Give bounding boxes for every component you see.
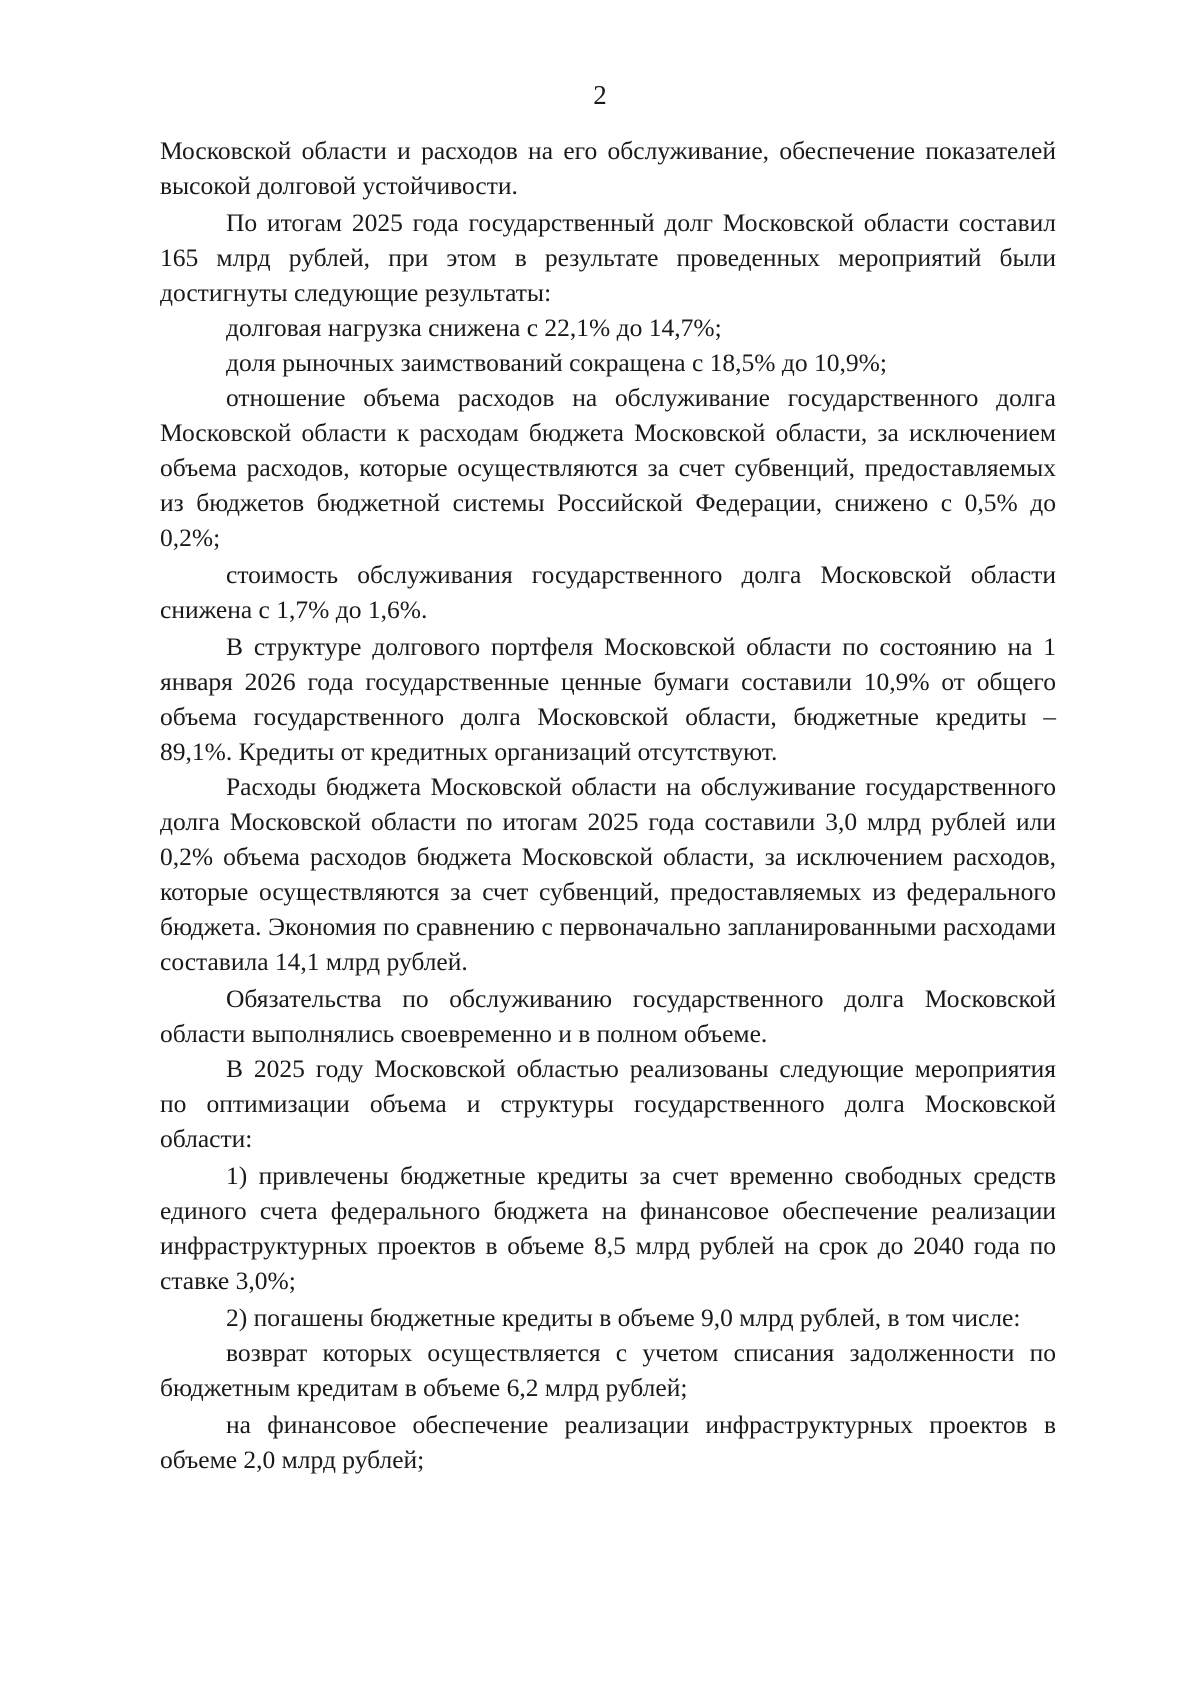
paragraph-portfolio-structure: В структуре долгового портфеля Московской области по состоянию на 1 января 2026 года государственные ценные бумаги составили 10,9% от общего объема государственного долга Московской области, бюджетные кредиты – 89,1%. Кредиты от кредитных организаций отсутствуют. xyxy=(160,632,1056,766)
list-item-service-ratio: отношение объема расходов на обслуживание государственного долга Московской области к расходам бюджета Московской области, за исключением объема расходов, которые осуществляются за счет субвенций, предоставляемых из бюджетов бюджетной системы Российской Федерации, снижено с 0,5% до 0,2%; xyxy=(160,383,1056,552)
list-item-service-cost: стоимость обслуживания государственного долга Московской области снижена с 1,7% до 1,6%. xyxy=(160,560,1056,624)
document-body xyxy=(160,133,1056,1477)
paragraph-measures-intro: В 2025 году Московской областью реализованы следующие мероприятия по оптимизации объема и структуры государственного долга Московской области: xyxy=(160,1054,1056,1153)
paragraph-obligations: Обязательства по обслуживанию государственного долга Московской области выполнялись своевременно и в полном объеме. xyxy=(160,984,1056,1048)
list-item-credits-repaid: 2) погашены бюджетные кредиты в объеме 9,0 млрд рублей, в том числе: xyxy=(226,1303,1021,1332)
page-number: 2 xyxy=(593,80,607,110)
list-subitem-infrastructure: на финансовое обеспечение реализации инфраструктурных проектов в объеме 2,0 млрд рублей; xyxy=(160,1410,1056,1474)
paragraph-continuation: Московской области и расходов на его обслуживание, обеспечение показателей высокой долговой устойчивости. xyxy=(160,136,1056,200)
list-item-debt-load: долговая нагрузка снижена с 22,1% до 14,7%; xyxy=(226,313,722,342)
list-item-market-borrowing: доля рыночных заимствований сокращена с 18,5% до 10,9%; xyxy=(226,348,887,377)
paragraph-service-expenses: Расходы бюджета Московской области на обслуживание государственного долга Московской области по итогам 2025 года составили 3,0 млрд рублей или 0,2% объема расходов бюджета Московской области, за исключением расходов, которые осуществляются за счет субвенций, предоставляемых из федерального бюджета. Экономия по сравнению с первоначально запланированными расходами составила 14,1 млрд рублей. xyxy=(160,772,1056,976)
paragraph-debt-total: По итогам 2025 года государственный долг Московской области составил 165 млрд рублей, при этом в результате проведенных мероприятий были достигнуты следующие результаты: xyxy=(160,208,1056,307)
list-subitem-debt-writeoff: возврат которых осуществляется с учетом списания задолженности по бюджетным кредитам в объеме 6,2 млрд рублей; xyxy=(160,1338,1056,1402)
list-item-credits-attracted: 1) привлечены бюджетные кредиты за счет временно свободных средств единого счета федерального бюджета на финансовое обеспечение реализации инфраструктурных проектов в объеме 8,5 млрд рублей на срок до 2040 года по ставке 3,0%; xyxy=(160,1161,1056,1295)
